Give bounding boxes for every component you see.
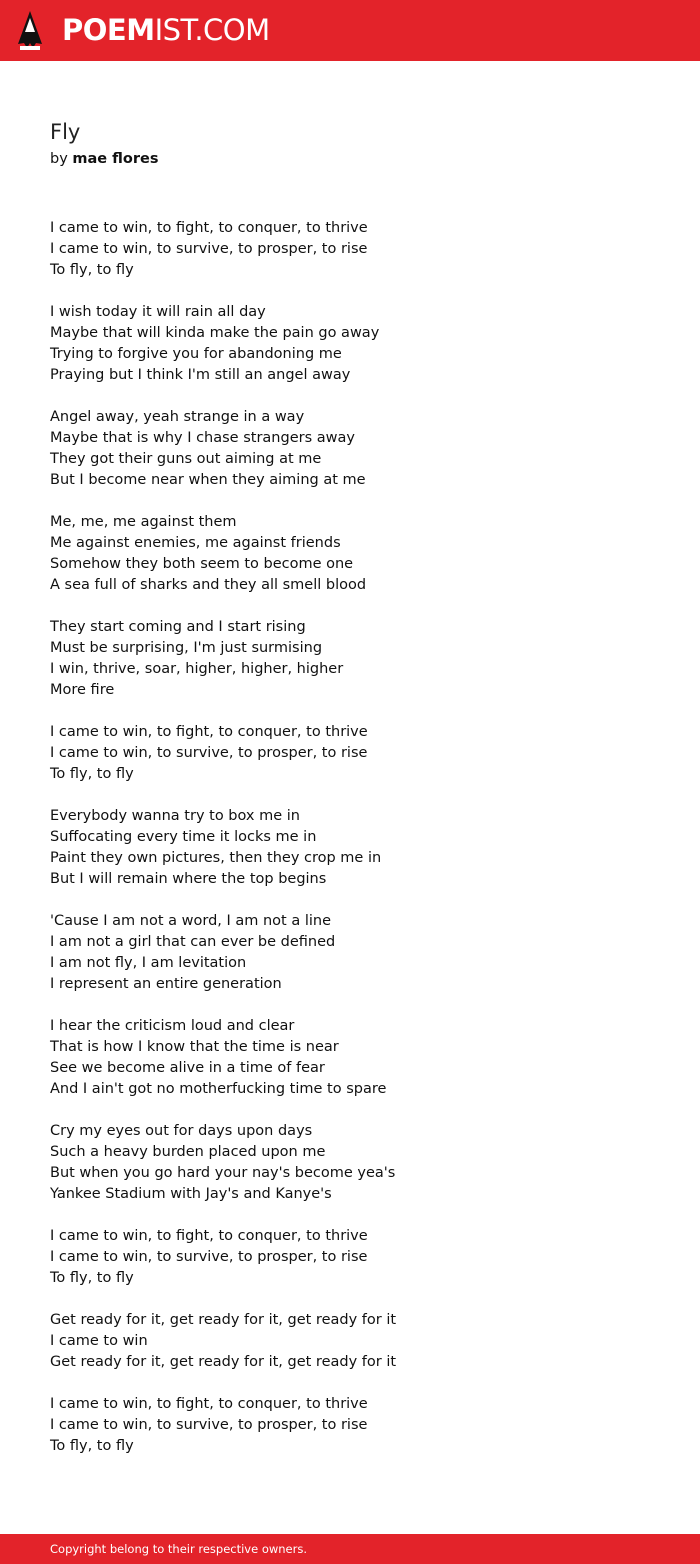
- stanza: [50, 911, 650, 995]
- stanza: [50, 1394, 650, 1457]
- poem-line: See we become alive in a time of fear: [50, 1060, 325, 1076]
- poem-line: Praying but I think I'm still an angel away: [50, 367, 351, 383]
- poem-line: I hear the criticism loud and clear: [50, 1018, 295, 1034]
- poem-title: Fly: [50, 120, 81, 144]
- poem-line: I am not a girl that can ever be defined: [50, 934, 336, 950]
- poem-line: A sea full of sharks and they all smell blood: [50, 577, 367, 593]
- site-footer: [0, 1534, 700, 1564]
- poem-line: Me against enemies, me against friends: [50, 535, 341, 551]
- poem-line: Everybody wanna try to box me in: [50, 808, 300, 824]
- stanza: [50, 218, 650, 281]
- poem-line: To fly, to fly: [50, 262, 134, 278]
- poem-line: I came to win, to survive, to prosper, to rise: [50, 745, 368, 761]
- site-header: [0, 0, 700, 61]
- poem-line: They got their guns out aiming at me: [50, 451, 322, 467]
- copyright-text: Copyright belong to their respective owners.: [50, 1542, 308, 1556]
- byline: [50, 148, 159, 170]
- poem-line: Get ready for it, get ready for it, get ready for it: [50, 1354, 397, 1370]
- poem-line: Such a heavy burden placed upon me: [50, 1144, 326, 1160]
- logo-text-light: IST.COM: [154, 13, 270, 47]
- poem-line: Must be surprising, I'm just surmising: [50, 640, 323, 656]
- stanza: [50, 1121, 650, 1205]
- poem-line: Cry my eyes out for days upon days: [50, 1123, 313, 1139]
- poem-line: I came to win, to fight, to conquer, to thrive: [50, 724, 368, 740]
- poem-line: But I become near when they aiming at me: [50, 472, 366, 488]
- stanza: [50, 302, 650, 386]
- poem-line: I came to win, to survive, to prosper, to rise: [50, 1417, 368, 1433]
- poem-line: Somehow they both seem to become one: [50, 556, 354, 572]
- poem-line: And I ain't got no motherfucking time to spare: [50, 1081, 387, 1097]
- poem-line: That is how I know that the time is near: [50, 1039, 339, 1055]
- poem-line: More fire: [50, 682, 115, 698]
- stanza: [50, 407, 650, 491]
- stanza: [50, 1016, 650, 1100]
- poem-line: I came to win, to survive, to prosper, to rise: [50, 1249, 368, 1265]
- poem-line: Angel away, yeah strange in a way: [50, 409, 305, 425]
- stanza: [50, 1310, 650, 1373]
- poem-body: [50, 218, 650, 1478]
- poem-line: Trying to forgive you for abandoning me: [50, 346, 342, 362]
- site-logo[interactable]: [62, 12, 270, 48]
- poem-line: Me, me, me against them: [50, 514, 237, 530]
- poem-line: Get ready for it, get ready for it, get ready for it: [50, 1312, 397, 1328]
- stanza: [50, 806, 650, 890]
- poem-line: I came to win: [50, 1333, 148, 1349]
- poem-line: I came to win, to fight, to conquer, to thrive: [50, 220, 368, 236]
- poem-line: I represent an entire generation: [50, 976, 282, 992]
- poem-line: Maybe that will kinda make the pain go away: [50, 325, 380, 341]
- poem-line: To fly, to fly: [50, 1270, 134, 1286]
- stanza: [50, 512, 650, 596]
- poem-line: Maybe that is why I chase strangers away: [50, 430, 355, 446]
- poem-line: I came to win, to fight, to conquer, to thrive: [50, 1396, 368, 1412]
- stanza: [50, 722, 650, 785]
- poem-line: But I will remain where the top begins: [50, 871, 327, 887]
- poem-line: I am not fly, I am levitation: [50, 955, 247, 971]
- poem-line: I came to win, to fight, to conquer, to thrive: [50, 1228, 368, 1244]
- poem-line: But when you go hard your nay's become yea's: [50, 1165, 396, 1181]
- poem-line: I win, thrive, soar, higher, higher, higher: [50, 661, 344, 677]
- poem-line: They start coming and I start rising: [50, 619, 306, 635]
- poem-line: I wish today it will rain all day: [50, 304, 266, 320]
- poem-line: 'Cause I am not a word, I am not a line: [50, 913, 332, 929]
- stanza: [50, 1226, 650, 1289]
- poem-line: To fly, to fly: [50, 766, 134, 782]
- poem-line: To fly, to fly: [50, 1438, 134, 1454]
- pencil-icon[interactable]: [17, 10, 43, 52]
- byline-prefix: by: [50, 151, 68, 167]
- poem-line: Paint they own pictures, then they crop me in: [50, 850, 382, 866]
- poem-line: Yankee Stadium with Jay's and Kanye's: [50, 1186, 332, 1202]
- poem-line: I came to win, to survive, to prosper, to rise: [50, 241, 368, 257]
- logo-text-bold: POEM: [62, 13, 155, 47]
- stanza: [50, 617, 650, 701]
- poem-line: Suffocating every time it locks me in: [50, 829, 317, 845]
- author-name[interactable]: mae flores: [72, 151, 159, 167]
